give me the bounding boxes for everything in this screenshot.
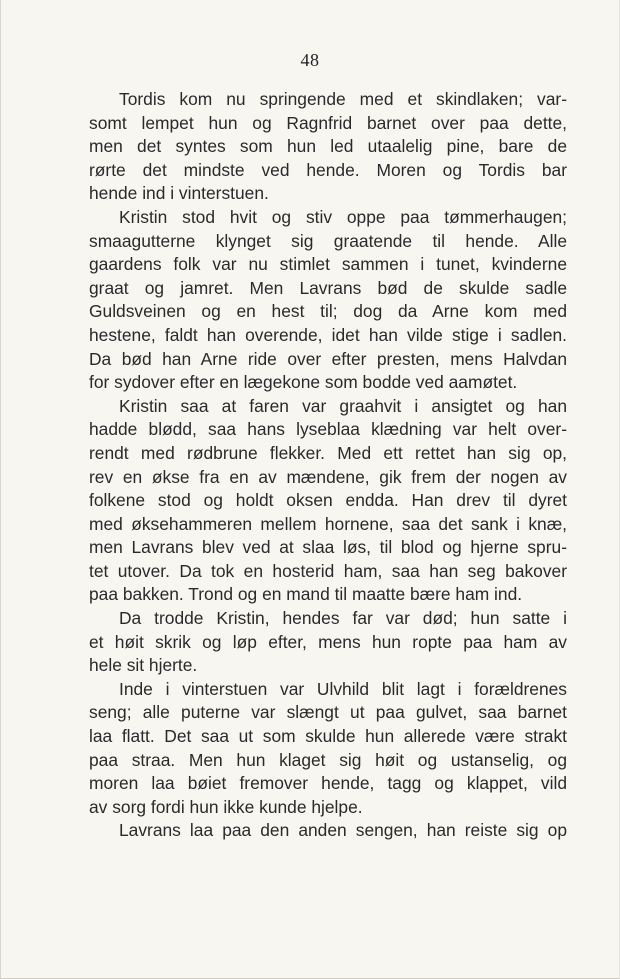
text-line: tet utover. Da tok en hosterid ham, saa han seg bakover [89, 560, 567, 581]
text-line: Da bød han Arne ride over efter presten, mens Halvdan [89, 348, 567, 369]
text-line: Kristin stod hvit og stiv oppe paa tømmerhaugen; [119, 206, 567, 227]
text-line: men det syntes som hun led utaalelig pine, bare de [89, 136, 567, 157]
text-line: moren laa bøiet fremover hende, tagg og klappet, vild [89, 773, 567, 794]
text-line: med øksehammeren mellem hornene, saa det sank i knæ, [89, 513, 567, 534]
text-line: somt lempet hun og Ragnfrid barnet over paa dette, [89, 112, 567, 133]
text-line: seng; alle puterne var slængt ut paa gulvet, saa barnet [89, 702, 567, 723]
text-line: et høit skrik og løp efter, mens hun ropte paa ham av [89, 631, 567, 652]
text-line: Tordis kom nu springende med et skindlaken; var- [119, 89, 567, 109]
text-line: Inde i vinterstuen var Ulvhild blit lagt i forældrenes [119, 678, 567, 699]
text-line: hestene, faldt han overende, idet han vilde stige i sadlen. [89, 324, 567, 345]
page-number: 48 [300, 50, 320, 70]
text-line: rørte det mindste ved hende. Moren og Tordis bar [89, 159, 567, 180]
text-line: smaagutterne klynget sig graatende til hende. Alle [89, 230, 567, 251]
text-line: gaardens folk var nu stimlet sammen i tunet, kvinderne [89, 254, 567, 275]
text-line: men Lavrans blev ved at slaa løs, til blod og hjerne spru- [89, 537, 567, 558]
text-line: Guldsveinen og en hest til; dog da Arne kom med [89, 301, 567, 322]
text-line: hende ind i vinterstuen. [89, 183, 269, 204]
text-line: rendt med rødbrune flekker. Med ett rettet han sig op, [89, 442, 567, 463]
text-line: laa flatt. Det saa ut som skulde hun allerede være strakt [89, 726, 567, 747]
text-line: hadde blødd, saa hans lyseblaa klædning var helt over- [89, 419, 567, 440]
text-line: av sorg fordi hun ikke kunde hjelpe. [89, 796, 363, 817]
body-text [89, 88, 567, 843]
text-line: graat og jamret. Men Lavrans bød de skulde sadle [89, 277, 567, 298]
text-line: for sydover efter en lægekone som bodde ved aamøtet. [89, 372, 518, 393]
text-line: hele sit hjerte. [89, 655, 198, 676]
text-line: rev en økse fra en av mændene, gik frem der nogen av [89, 466, 567, 487]
text-line: Kristin saa at faren var graahvit i ansigtet og han [119, 395, 567, 416]
text-line: paa straa. Men hun klaget sig høit og ustanselig, og [89, 749, 567, 770]
text-line: paa bakken. Trond og en mand til maatte bære ham ind. [89, 584, 523, 605]
text-line: Da trodde Kristin, hendes far var død; hun satte i [119, 608, 567, 629]
text-line: Lavrans laa paa den anden sengen, han reiste sig op [119, 820, 567, 841]
text-line: folkene stod og holdt oksen endda. Han drev til dyret [89, 490, 567, 511]
